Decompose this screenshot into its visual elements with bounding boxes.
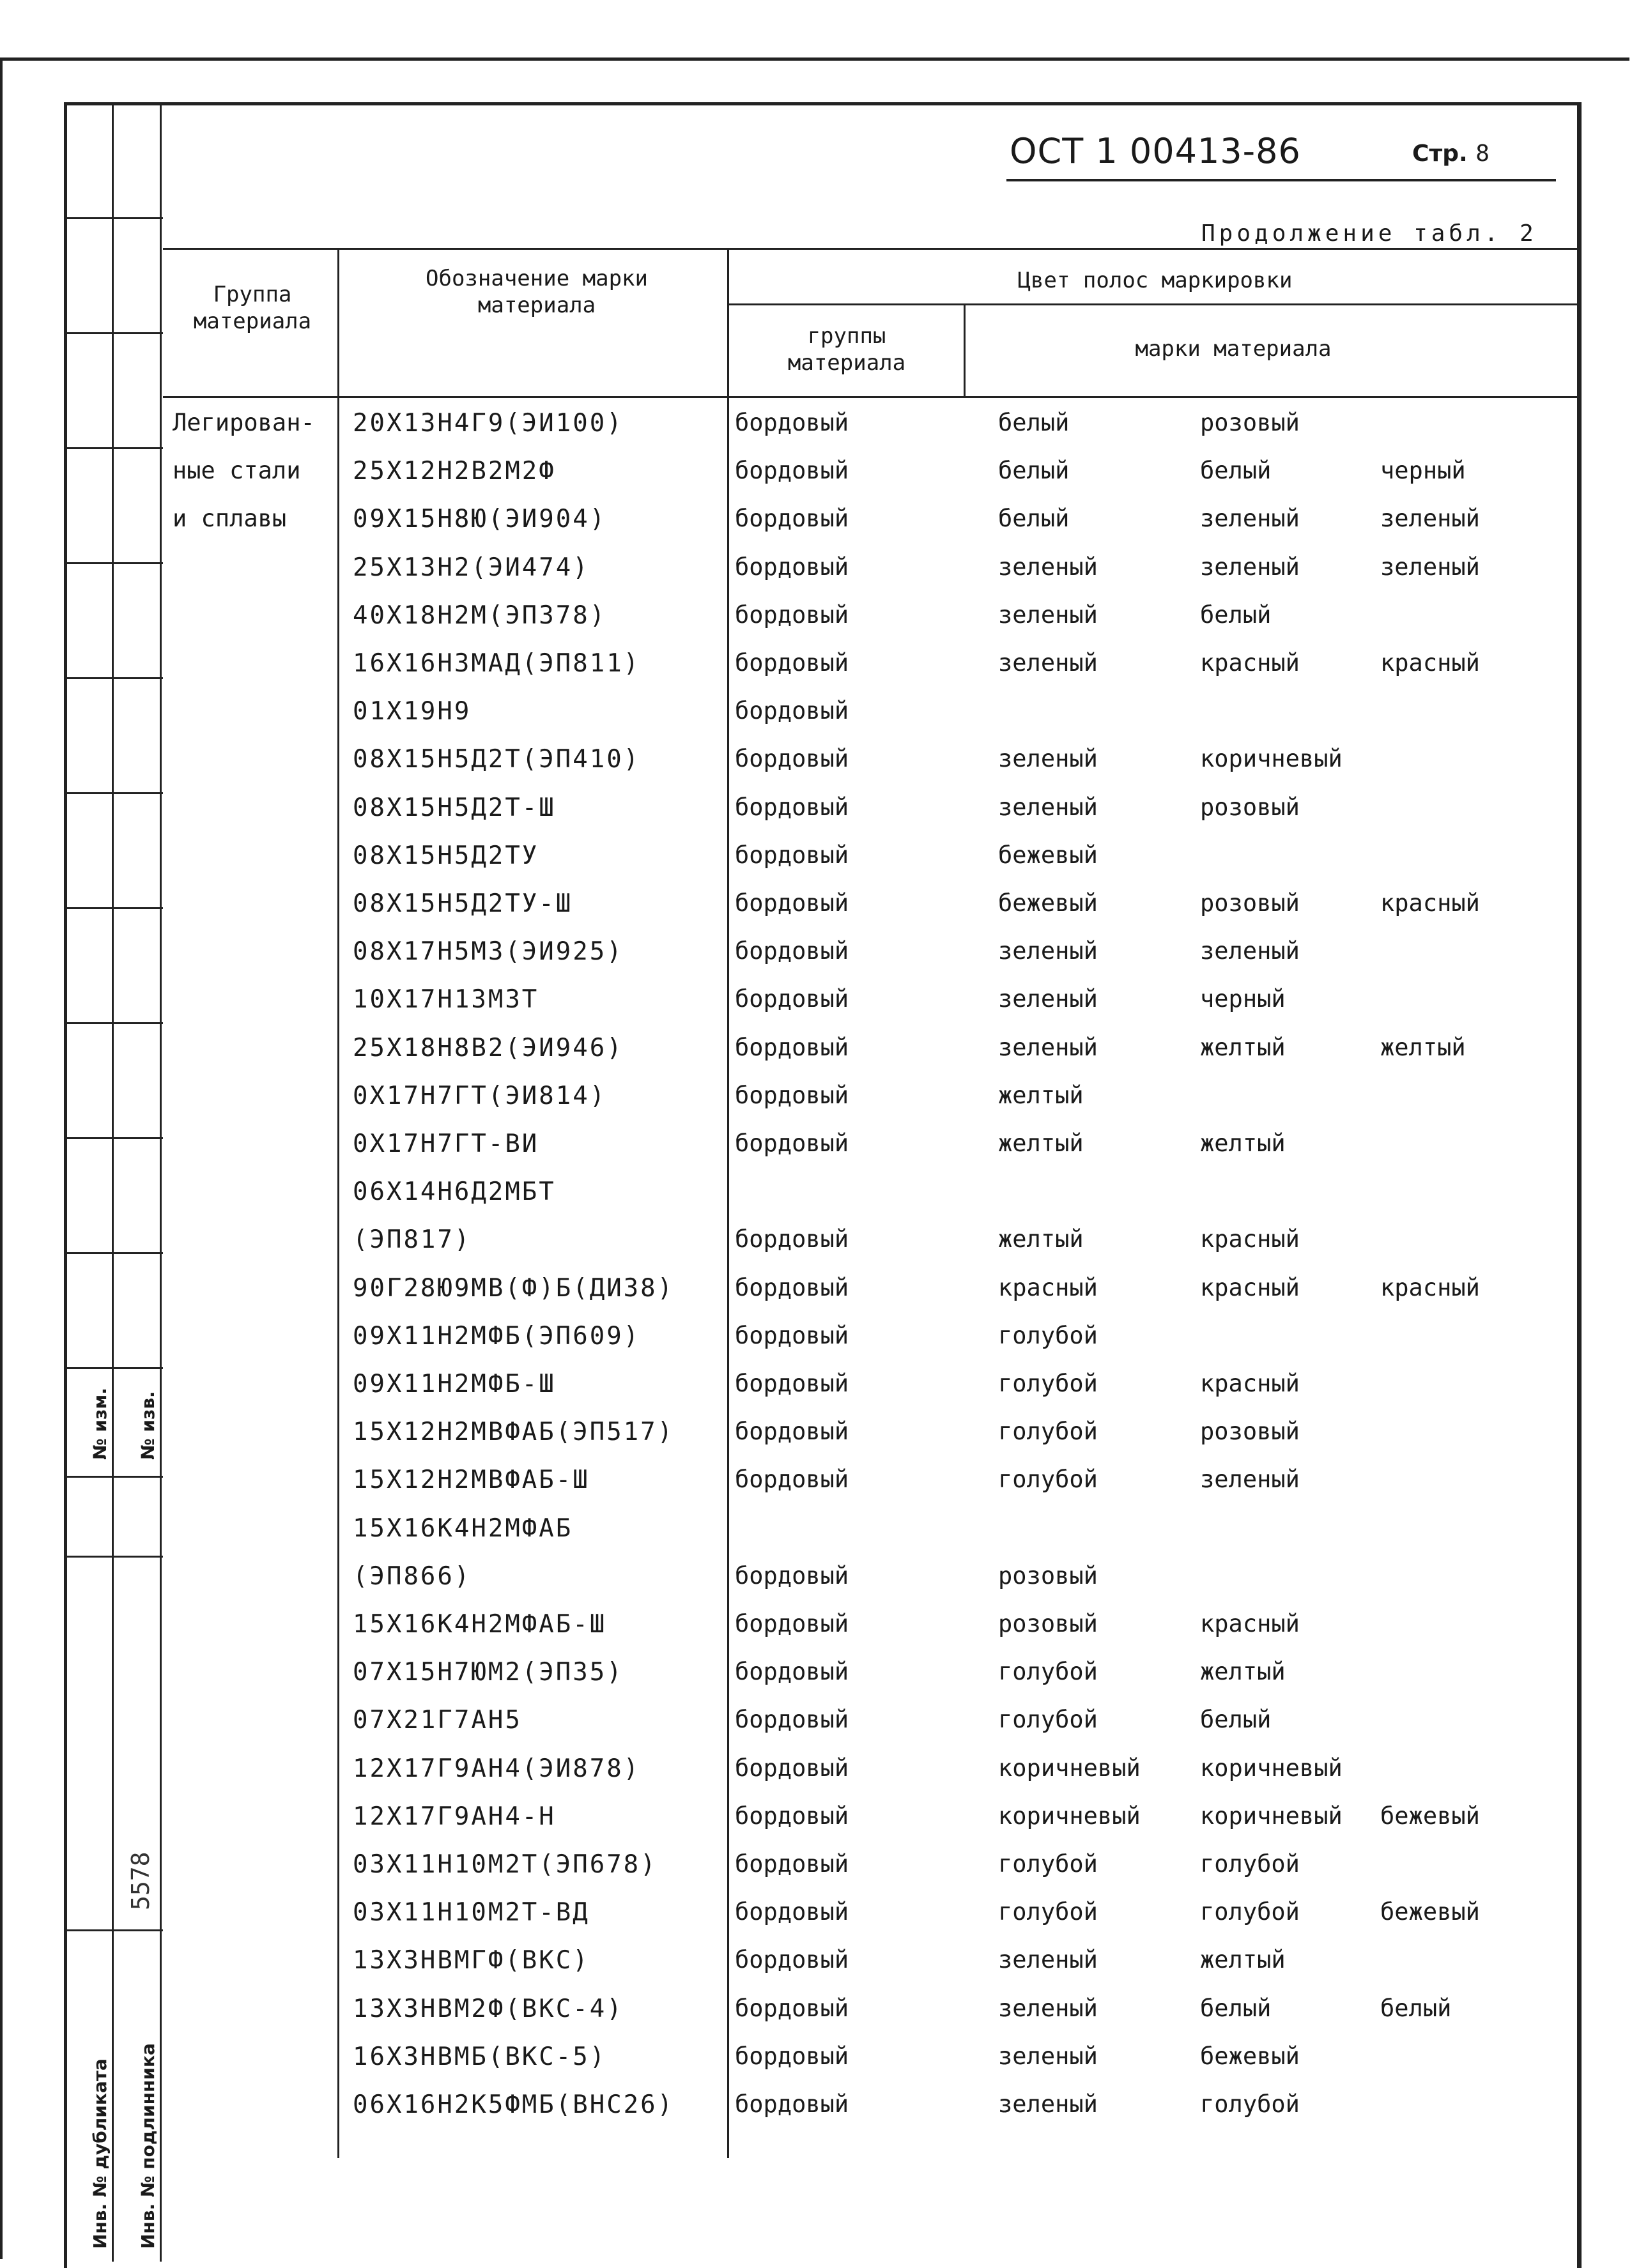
group-color: бордовый [735,793,849,821]
grade-color-2: розовый [1200,793,1300,821]
grade-color-3: белый [1380,1994,1452,2022]
grade-color-1: розовый [998,1561,1098,1590]
material-grade: 40Х18Н2М(ЭП378) [353,601,607,630]
side-cell-line [64,217,163,219]
table-row [0,2090,1632,2138]
material-grade: (ЭП866) [353,1561,472,1591]
material-grade: 15Х16К4Н2МФАБ [353,1513,573,1543]
grade-color-1: желтый [998,1130,1084,1157]
grade-color-1: зеленый [998,553,1098,581]
material-grade: 15Х12Н2МВФАБ(ЭП517) [353,1418,675,1447]
material-grade: 25Х12Н2В2М2Ф [353,457,556,486]
grade-color-1: голубой [998,1370,1098,1397]
material-grade: 03Х11Н10М2Т(ЭП678) [353,1850,658,1879]
material-grade: 15Х12Н2МВФАБ-Ш [353,1466,590,1495]
grade-color-2: желтый [1200,1946,1286,1974]
table-row [0,457,1632,505]
grade-color-1: зеленый [998,1033,1098,1061]
group-color: бордовый [735,1802,849,1830]
material-grade: 08Х15Н5Д2ТУ-Ш [353,889,573,918]
grade-color-1: зеленый [998,649,1098,677]
table-row [0,841,1632,889]
table-row [0,1514,1632,1562]
table-row [0,889,1632,937]
header-underline [1006,179,1556,181]
table-row [0,649,1632,697]
grade-color-1: зеленый [998,937,1098,965]
grade-color-1: зеленый [998,745,1098,773]
table-row [0,2042,1632,2090]
grade-color-2: красный [1200,649,1300,677]
grade-color-1: желтый [998,1081,1084,1109]
grade-color-2: зеленый [1200,937,1300,965]
material-grade: 20Х13Н4Г9(ЭИ100) [353,409,624,438]
grade-color-1: зеленый [998,2090,1098,2118]
grade-color-1: зеленый [998,1994,1098,2022]
group-color: бордовый [735,1081,849,1109]
grade-color-1: голубой [998,1850,1098,1878]
header-color-stripes: Цвет полос маркировки [1017,268,1293,293]
grade-color-2: бежевый [1200,2042,1300,2070]
grade-color-1: голубой [998,1418,1098,1446]
group-label-line: и сплавы [173,505,287,532]
material-grade: 03Х11Н10М2Т-ВД [353,1898,590,1927]
group-color: бордовый [735,745,849,773]
material-grade: 08Х15Н5Д2Т(ЭП410) [353,745,641,774]
grade-color-1: голубой [998,1466,1098,1494]
side-cell-line [64,332,163,334]
grade-color-2: голубой [1200,1898,1300,1926]
header-designation: Обозначение марки материала [426,266,648,318]
label-inv-podl: Инв. № подлинника [137,2043,158,2249]
grade-color-1: розовый [998,1610,1098,1637]
grade-color-2: коричневый [1200,1802,1343,1830]
table-row [0,1562,1632,1610]
grade-color-1: зеленый [998,601,1098,629]
label-inv-dubl: Инв. № дубликата [89,2058,111,2249]
group-color: бордовый [735,1273,849,1301]
page-label: Стр. [1412,141,1468,167]
material-grade: 16Х16Н3МАД(ЭП811) [353,649,641,678]
grade-color-3: красный [1380,889,1480,917]
grade-color-2: розовый [1200,889,1300,917]
material-grade: 0Х17Н7ГТ(ЭИ814) [353,1081,607,1110]
group-color: бордовый [735,1370,849,1397]
group-color: бордовый [735,2090,849,2118]
grade-color-1: голубой [998,1898,1098,1926]
grade-color-2: белый [1200,1706,1272,1734]
grade-color-3: красный [1380,1273,1480,1301]
grade-color-3: бежевый [1380,1898,1480,1926]
grade-color-2: зеленый [1200,553,1300,581]
table-row [0,1610,1632,1658]
page-indicator [1412,141,1490,167]
grade-color-1: красный [998,1273,1098,1301]
group-color: бордовый [735,1850,849,1878]
table-row [0,1995,1632,2042]
document-code: ОСТ 1 00413-86 [1010,131,1301,171]
material-grade: 08Х15Н5Д2Т-Ш [353,793,556,822]
group-color: бордовый [735,601,849,629]
group-color: бордовый [735,1994,849,2022]
grade-color-3: черный [1380,457,1466,485]
group-color: бордовый [735,2042,849,2070]
group-color: бордовый [735,937,849,965]
group-color: бордовый [735,841,849,869]
material-grade: 12Х17Г9АН4-Н [353,1802,556,1831]
grade-color-2: зеленый [1200,505,1300,533]
grade-color-2: голубой [1200,1850,1300,1878]
material-grade: 07Х15Н7ЮМ2(ЭП35) [353,1658,624,1687]
table-row [0,1418,1632,1466]
group-color: бордовый [735,1658,849,1686]
grade-color-2: черный [1200,985,1286,1013]
group-label-line: Легирован- [173,409,315,436]
group-color: бордовый [735,649,849,677]
group-color: бордовый [735,1946,849,1974]
grade-color-2: желтый [1200,1130,1286,1157]
table-top-border [163,248,1582,250]
grade-color-2: желтый [1200,1033,1286,1061]
material-grade: 13Х3НВМ2Ф(ВКС-4) [353,1994,624,2023]
grade-color-1: зеленый [998,793,1098,821]
material-grade: 08Х17Н5М3(ЭИ925) [353,937,624,967]
header-group: Группа материала [193,282,312,334]
grade-color-1: голубой [998,1706,1098,1734]
grade-color-2: розовый [1200,409,1300,436]
table-row [0,1274,1632,1322]
grade-color-2: голубой [1200,2090,1300,2118]
label-izm: № изм. [89,1388,111,1460]
table-row [0,1658,1632,1706]
table-row [0,1946,1632,1994]
grade-color-1: коричневый [998,1754,1141,1782]
grade-color-2: белый [1200,601,1272,629]
material-grade: 0Х17Н7ГТ-ВИ [353,1130,539,1158]
table-row [0,793,1632,841]
table-row [0,985,1632,1033]
grade-color-2: розовый [1200,1418,1300,1446]
grade-color-3: красный [1380,649,1480,677]
table-row [0,1370,1632,1418]
group-color: бордовый [735,1706,849,1734]
table-row [0,409,1632,457]
inv-number: 5578 [127,1851,155,1910]
material-grade: 25Х18Н8В2(ЭИ946) [353,1033,624,1062]
material-grade: 25Х13Н2(ЭИ474) [353,553,590,582]
grade-color-1: голубой [998,1321,1098,1349]
table-row [0,1322,1632,1370]
column-divider [964,303,966,396]
material-grade: 09Х15Н8Ю(ЭИ904) [353,505,607,534]
grade-color-2: красный [1200,1610,1300,1637]
grade-color-1: зеленый [998,2042,1098,2070]
table-row [0,1466,1632,1513]
group-color: бордовый [735,889,849,917]
group-color: бордовый [735,1130,849,1157]
table-row [0,1225,1632,1273]
grade-color-2: красный [1200,1370,1300,1397]
grade-color-2: красный [1200,1225,1300,1253]
material-grade: 06Х16Н2К5ФМБ(ВНС26) [353,2090,675,2119]
grade-color-1: бежевый [998,841,1098,869]
material-grade: 06Х14Н6Д2МБТ [353,1177,556,1207]
table-row [0,1034,1632,1082]
table-row [0,745,1632,793]
group-color: бордовый [735,1610,849,1637]
group-color: бордовый [735,1466,849,1494]
group-color: бордовый [735,1898,849,1926]
grade-color-1: коричневый [998,1802,1141,1830]
group-color: бордовый [735,409,849,436]
group-color: бордовый [735,985,849,1013]
table-row [0,937,1632,985]
table-row [0,1898,1632,1946]
grade-color-2: белый [1200,1994,1272,2022]
table-row [0,1130,1632,1177]
table-continuation-label: Продолжение табл. 2 [1201,220,1537,247]
table-row [0,505,1632,553]
table-row [0,1802,1632,1850]
grade-color-1: бежевый [998,889,1098,917]
grade-color-1: белый [998,457,1070,485]
group-label-line: ные стали [173,457,301,484]
group-color: бордовый [735,1561,849,1590]
header-grade-color: марки материала [1135,336,1332,362]
grade-color-1: белый [998,409,1070,436]
material-grade: 09Х11Н2МФБ-Ш [353,1370,556,1398]
grade-color-2: коричневый [1200,1754,1343,1782]
group-color: бордовый [735,1225,849,1253]
table-row [0,1850,1632,1898]
grade-color-1: желтый [998,1225,1084,1253]
material-grade: 90Г28Ю9МВ(Ф)Б(ДИ38) [353,1273,675,1303]
grade-color-1: зеленый [998,1946,1098,1974]
table-row [0,1754,1632,1802]
group-color: бордовый [735,1321,849,1349]
material-grade: 08Х15Н5Д2ТУ [353,841,539,870]
material-grade: 15Х16К4Н2МФАБ-Ш [353,1610,607,1639]
material-grade: (ЭП817) [353,1225,472,1255]
grade-color-2: зеленый [1200,1466,1300,1494]
grade-color-1: белый [998,505,1070,533]
grade-color-1: голубой [998,1658,1098,1686]
grade-color-3: зеленый [1380,553,1480,581]
material-grade: 01Х19Н9 [353,697,472,726]
material-grade: 12Х17Г9АН4(ЭИ878) [353,1754,641,1783]
grade-color-2: белый [1200,457,1272,485]
table-row [0,1706,1632,1754]
table-row [0,1177,1632,1225]
grade-color-3: желтый [1380,1033,1466,1061]
table-row [0,553,1632,601]
material-grade: 16Х3НВМБ(ВКС-5) [353,2042,607,2071]
group-color: бордовый [735,1033,849,1061]
header-group-color: группы материала [787,323,906,376]
group-color: бордовый [735,505,849,533]
grade-color-2: желтый [1200,1658,1286,1686]
group-color: бордовый [735,457,849,485]
page-number: 8 [1475,141,1490,167]
header-subdivider [728,303,1582,305]
group-color: бордовый [735,553,849,581]
group-color: бордовый [735,1754,849,1782]
group-color: бордовый [735,1418,849,1446]
grade-color-2: коричневый [1200,745,1343,773]
grade-color-3: бежевый [1380,1802,1480,1830]
grade-color-3: зеленый [1380,505,1480,533]
table-row [0,697,1632,745]
material-grade: 13Х3НВМГФ(ВКС) [353,1946,590,1975]
material-grade: 09Х11Н2МФБ(ЭП609) [353,1321,641,1351]
material-grade: 10Х17Н13М3Т [353,985,539,1015]
grade-color-2: красный [1200,1273,1300,1301]
label-izv: № изв. [137,1391,158,1460]
group-color: бордовый [735,697,849,725]
table-row [0,601,1632,649]
grade-color-1: зеленый [998,985,1098,1013]
header-bottom-border [163,396,1582,398]
material-grade: 07Х21Г7АН5 [353,1706,522,1735]
table-row [0,1082,1632,1130]
